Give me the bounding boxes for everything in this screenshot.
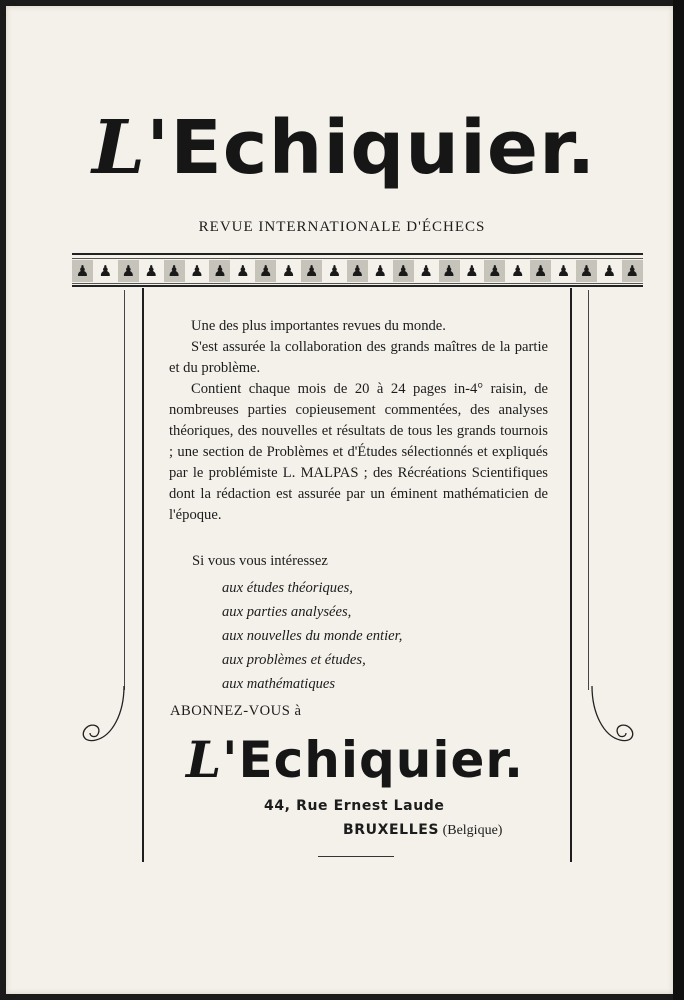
pawn-icon: ♟: [118, 260, 139, 282]
paragraph-1: Une des plus importantes revues du monde.: [191, 318, 446, 334]
scan-edge: [673, 0, 684, 1000]
divider-bottom: [72, 285, 643, 287]
interest-item: aux études théoriques,: [222, 580, 353, 596]
pawn-icon: ♟: [209, 260, 230, 282]
frame-left-line: [142, 288, 144, 862]
footer-logo-initial: L: [186, 730, 223, 789]
pawn-icon: ♟: [622, 260, 643, 282]
paragraph-2: S'est assurée la collaboration des grands maîtres de la partie et du problème.: [169, 339, 548, 376]
closing-rule: [318, 856, 394, 857]
pawn-icon: ♟: [98, 263, 113, 280]
pawn-icon: ♟: [190, 263, 204, 280]
pawn-icon: ♟: [255, 260, 276, 282]
pawn-icon: ♟: [393, 260, 414, 282]
interest-item: aux problèmes et études,: [222, 652, 366, 668]
left-scroll-ornament-icon: [78, 684, 128, 746]
frame-right-line: [570, 288, 572, 862]
city-line: [343, 822, 502, 839]
divider-top: [72, 253, 643, 255]
frame-right-thin-line: [588, 290, 589, 690]
paragraph-3: Contient chaque mois de 20 à 24 pages in-4° raisin, de nombreuses parties copieusement commentées, des analyses théoriques, des nouvelles et résultats de tous les grands tournois ; une section de Problèmes et d'Études sélectionnés et expliqués par le problémiste L. MALPAS ; des Récréations Scientifiques dont la rédaction est assurée par un éminent mathématicien de l'époque.: [169, 381, 548, 523]
pawn-icon: ♟: [510, 263, 525, 280]
masthead-logo-word: 'Echiquier.: [146, 105, 597, 191]
subtitle: REVUE INTERNATIONALE D'ÉCHECS: [198, 219, 486, 235]
address: 44, Rue Ernest Laude: [264, 798, 445, 814]
interest-item: aux mathématiques: [222, 676, 336, 692]
frame-left-thin-line: [124, 290, 125, 690]
masthead-logo: [92, 105, 597, 191]
pawn-icon: ♟: [602, 263, 617, 280]
pawn-icon: ♟: [301, 260, 322, 282]
city: BRUXELLES: [343, 822, 440, 838]
footer-logo-word: 'Echiquier.: [222, 731, 524, 789]
pawn-icon: ♟: [327, 263, 342, 280]
pawn-icon: ♟: [576, 260, 597, 282]
pawn-icon: ♟: [72, 260, 93, 282]
pawn-icon: ♟: [556, 263, 571, 280]
chess-pawn-border: [72, 258, 643, 284]
pawn-icon: ♟: [419, 263, 433, 280]
country: (Belgique): [442, 823, 503, 838]
footer-logo: [186, 730, 524, 789]
pawn-icon: ♟: [530, 260, 551, 282]
pawn-icon: ♟: [484, 260, 505, 282]
right-scroll-ornament-icon: [588, 684, 638, 746]
interest-intro: Si vous vous intéressez: [192, 553, 328, 569]
pawn-icon: ♟: [373, 263, 387, 280]
call-to-action: ABONNEZ-VOUS à: [170, 703, 302, 719]
pawn-icon: ♟: [439, 260, 460, 282]
pawn-icon: ♟: [144, 263, 158, 280]
pawn-icon: ♟: [236, 263, 250, 280]
pawn-icon: ♟: [281, 263, 296, 280]
interest-item: aux nouvelles du monde entier,: [222, 628, 403, 644]
interest-item: aux parties analysées,: [222, 604, 352, 620]
pawn-icon: ♟: [347, 260, 368, 282]
pawn-icon: ♟: [465, 263, 479, 280]
masthead-logo-initial: L: [92, 105, 147, 191]
pawn-icon: ♟: [164, 260, 185, 282]
interest-list: [222, 576, 402, 696]
description: [169, 316, 548, 526]
